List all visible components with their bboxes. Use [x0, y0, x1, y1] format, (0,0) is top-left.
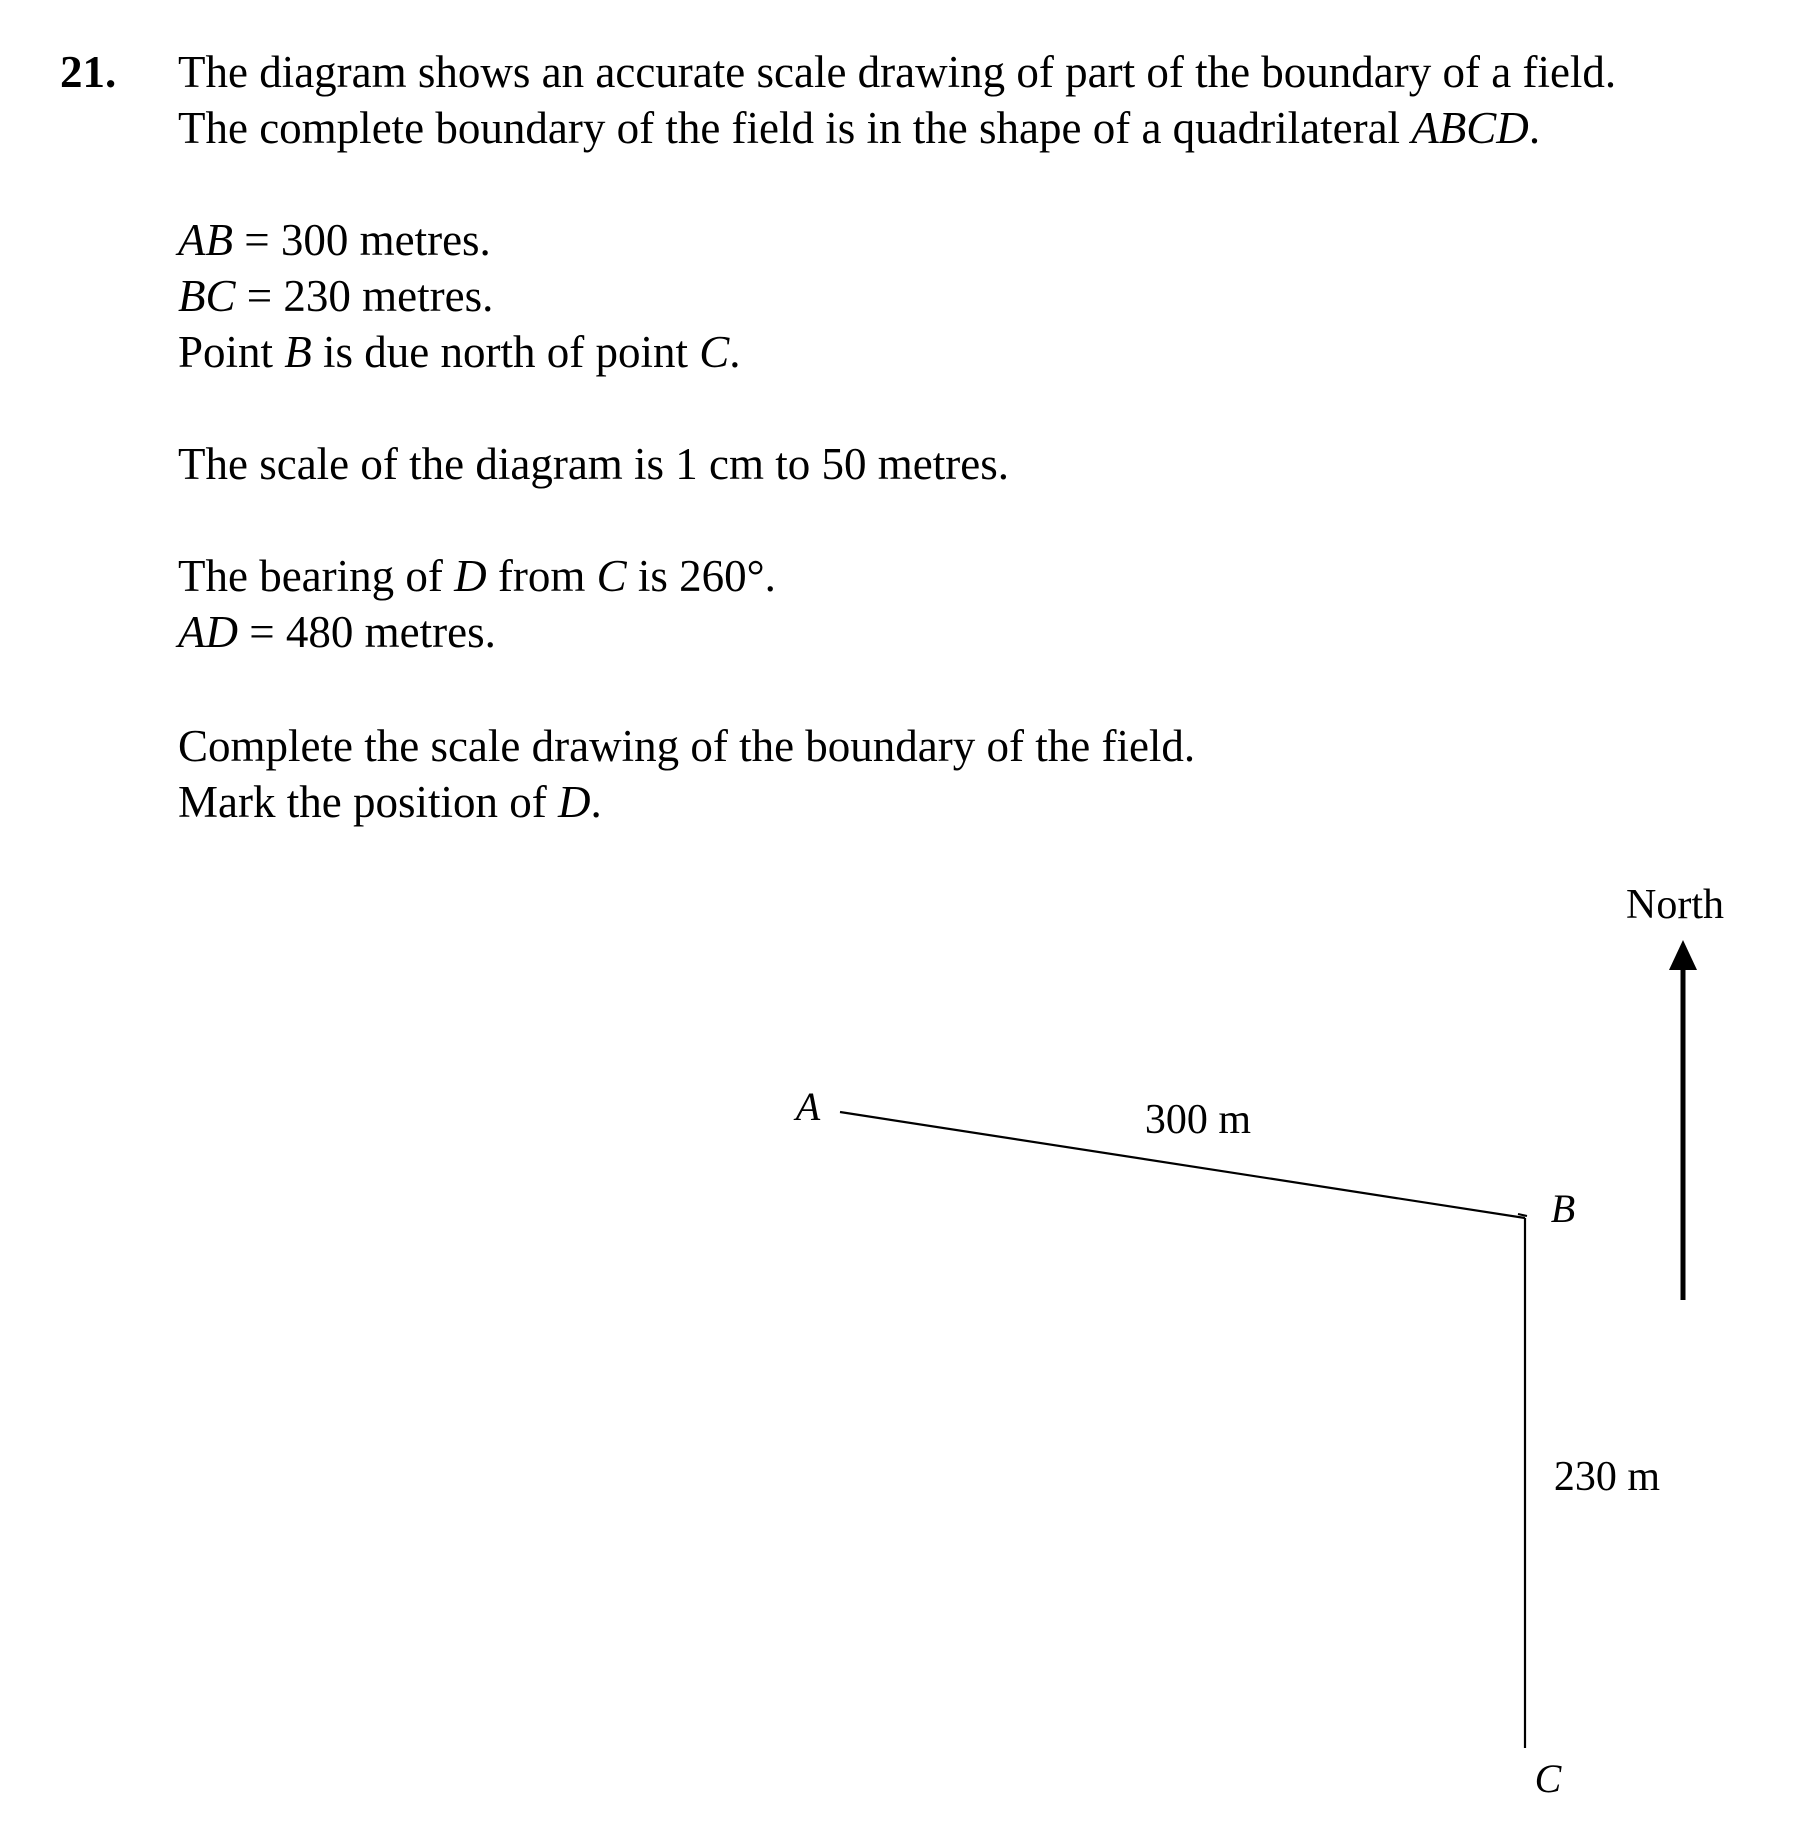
- instruction-line: Complete the scale drawing of the boundary of the field.: [178, 721, 1196, 771]
- ad-label: AD: [178, 607, 238, 657]
- point-b-middle: is due north of point: [311, 327, 700, 377]
- intro-line-1: The diagram shows an accurate scale drawing of part of the boundary of a field.: [178, 47, 1617, 97]
- label-point-b: B: [1550, 1186, 1576, 1231]
- mark-prefix: Mark the position of: [178, 777, 558, 827]
- label-point-c: C: [1534, 1756, 1562, 1801]
- corner-b-tick: [1518, 1214, 1527, 1216]
- north-arrow-head: [1669, 940, 1697, 970]
- mark-var-d: D: [557, 777, 591, 827]
- label-point-a: A: [795, 1084, 821, 1129]
- label-ab-length: 300 m: [1144, 1097, 1252, 1143]
- bearing-var-c: C: [596, 551, 627, 601]
- ab-length-text: = 300 metres.: [232, 215, 491, 265]
- bc-length-text: = 230 metres.: [235, 271, 494, 321]
- scale-statement: The scale of the diagram is 1 cm to 50 metres.: [178, 439, 1009, 489]
- north-label: North: [1626, 882, 1724, 928]
- label-bc-length: 230 m: [1553, 1454, 1661, 1500]
- question-number: 21.: [60, 47, 117, 97]
- point-b-end: .: [729, 327, 741, 377]
- bc-label: BC: [178, 271, 236, 321]
- intro-line-2: The complete boundary of the field is in the shape of a quadrilateral ABCD.: [178, 103, 1541, 153]
- bearing-var-d: D: [454, 551, 487, 601]
- ad-length-text: = 480 metres.: [238, 607, 496, 657]
- point-c-var: C: [699, 327, 730, 377]
- mark-end: .: [590, 777, 602, 827]
- point-b-prefix: Point: [178, 327, 285, 377]
- bearing-middle: from: [486, 551, 597, 601]
- bearing-prefix: The bearing of: [178, 551, 455, 601]
- bearing-end: is 260°.: [626, 551, 776, 601]
- ab-label: AB: [178, 215, 233, 265]
- point-b-var: B: [284, 327, 312, 377]
